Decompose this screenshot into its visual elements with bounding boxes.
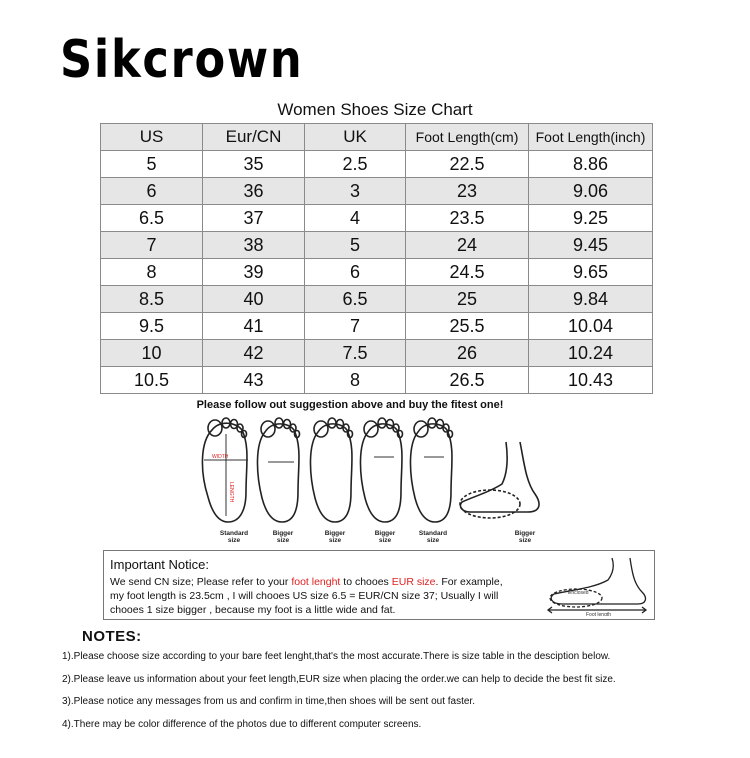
notes-title: NOTES: (82, 628, 142, 645)
notice-highlight: EUR size (391, 576, 436, 588)
cell-foot-cm: 25 (406, 286, 529, 313)
cell-uk: 4 (305, 205, 406, 232)
width-label: WIDTH (212, 454, 229, 460)
notice-text: We send CN size; Please refer to your (110, 576, 292, 588)
cell-us: 6.5 (101, 205, 203, 232)
cell-eur-cn: 41 (203, 313, 305, 340)
cell-uk: 5 (305, 232, 406, 259)
side-foot-outline-icon (460, 442, 539, 518)
notice-line: my foot length is 23.5cm , I will chooes US size 6.5 = EUR/CN size 37; Usually I will (110, 590, 499, 602)
cell-eur-cn: 35 (203, 151, 305, 178)
cell-foot-inch: 9.84 (529, 286, 653, 313)
size-table (100, 123, 653, 394)
cell-uk: 8 (305, 367, 406, 394)
table-row (101, 178, 653, 205)
note-item: 4).There may be color difference of the photos due to different computer screens. (62, 718, 422, 730)
cell-eur-cn: 43 (203, 367, 305, 394)
cell-us: 9.5 (101, 313, 203, 340)
important-notice-box (103, 550, 655, 620)
notice-body (110, 575, 530, 617)
cell-eur-cn: 36 (203, 178, 305, 205)
table-row (101, 259, 653, 286)
chart-title: Women Shoes Size Chart (277, 100, 473, 119)
cell-uk: 7 (305, 313, 406, 340)
notes-list (62, 651, 722, 741)
cell-eur-cn: 38 (203, 232, 305, 259)
foot-caption: Standard size (219, 530, 249, 544)
brand-logo-text: Sikcrown (60, 30, 304, 90)
cell-foot-cm: 26.5 (406, 367, 529, 394)
cell-uk: 3 (305, 178, 406, 205)
header-us: US (101, 124, 203, 151)
foot-measure-icon (542, 554, 650, 616)
cell-eur-cn: 40 (203, 286, 305, 313)
notice-text: to chooes (340, 576, 392, 588)
foot-outline-icon (202, 418, 247, 522)
cell-foot-inch: 9.65 (529, 259, 653, 286)
cell-eur-cn: 37 (203, 205, 305, 232)
header-foot-length-inch: Foot Length(inch) (529, 124, 653, 151)
cell-uk: 6 (305, 259, 406, 286)
cell-uk: 7.5 (305, 340, 406, 367)
cell-foot-inch: 10.04 (529, 313, 653, 340)
cell-us: 7 (101, 232, 203, 259)
foot-caption: Bigger size (514, 530, 536, 544)
cell-foot-inch: 9.06 (529, 178, 653, 205)
foot-outline-icon (310, 418, 352, 522)
table-row (101, 151, 653, 178)
cell-uk: 2.5 (305, 151, 406, 178)
cell-us: 8 (101, 259, 203, 286)
cell-foot-inch: 8.86 (529, 151, 653, 178)
note-item: 1).Please choose size according to your bare feet lenght,that's the most accurate.There is size table in the desciption below. (62, 651, 611, 662)
header-foot-length-cm: Foot Length(cm) (406, 124, 529, 151)
cell-foot-cm: 24 (406, 232, 529, 259)
cell-foot-inch: 10.43 (529, 367, 653, 394)
header-uk: UK (305, 124, 406, 151)
table-row (101, 340, 653, 367)
cell-foot-cm: 23.5 (406, 205, 529, 232)
note-item: 2).Please leave us information about your feet length,EUR size when placing the order.we can help to decide the best fit size. (62, 673, 616, 685)
cell-foot-cm: 24.5 (406, 259, 529, 286)
cell-foot-inch: 9.25 (529, 205, 653, 232)
cell-uk: 6.5 (305, 286, 406, 313)
foot-caption: Standard size (418, 530, 448, 544)
table-row (101, 367, 653, 394)
cell-us: 8.5 (101, 286, 203, 313)
cell-foot-inch: 9.45 (529, 232, 653, 259)
cell-foot-cm: 26 (406, 340, 529, 367)
notice-highlight: foot lenght (291, 576, 341, 588)
table-row (101, 286, 653, 313)
notice-line (110, 575, 530, 589)
foot-caption: Bigger size (324, 530, 346, 544)
enclosed-label: Enclosed (568, 590, 589, 596)
cell-us: 5 (101, 151, 203, 178)
foot-outline-icon (257, 418, 299, 522)
cell-us: 6 (101, 178, 203, 205)
cell-foot-cm: 25.5 (406, 313, 529, 340)
length-label: LENGTH (228, 482, 234, 503)
note-item: 3).Please notice any messages from us and confirm in time,then shoes will be sent out faster. (62, 696, 475, 707)
foot-outline-illustration (190, 412, 570, 532)
table-header-row (101, 124, 653, 151)
fit-suggestion-text: Please follow out suggestion above and buy the fitest one! (196, 399, 504, 411)
cell-us: 10 (101, 340, 203, 367)
header-eur-cn: Eur/CN (203, 124, 305, 151)
cell-eur-cn: 39 (203, 259, 305, 286)
foot-caption: Bigger size (272, 530, 294, 544)
cell-eur-cn: 42 (203, 340, 305, 367)
foot-length-label: Foot length (586, 612, 612, 616)
foot-outline-icon (410, 418, 452, 522)
notice-title: Important Notice: (110, 557, 209, 572)
cell-us: 10.5 (101, 367, 203, 394)
table-row (101, 205, 653, 232)
notice-line: chooes 1 size bigger , because my foot is a little wide and fat. (110, 604, 396, 616)
foot-caption: Bigger size (374, 530, 396, 544)
notice-text: . For example, (435, 576, 503, 588)
table-row (101, 232, 653, 259)
table-row (101, 313, 653, 340)
foot-outline-icon (360, 418, 402, 522)
cell-foot-cm: 22.5 (406, 151, 529, 178)
cell-foot-cm: 23 (406, 178, 529, 205)
cell-foot-inch: 10.24 (529, 340, 653, 367)
